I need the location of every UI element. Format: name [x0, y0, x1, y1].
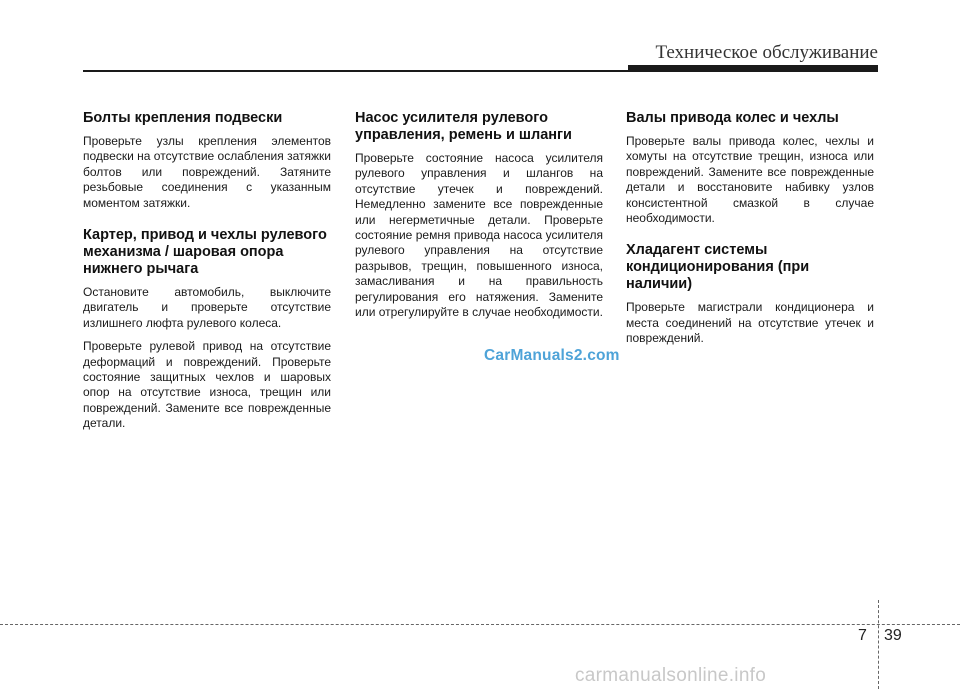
page-header-title: Техническое обслуживание [655, 42, 878, 63]
footer-section-number: 7 [858, 627, 867, 644]
section-text-power-steering: Проверьте состояние насоса усилителя рулевого управления и шлангов на отсутствие утечек и повреждений. Немедленно замените все поврежденные или негерметичные детали. Проверьте состояние ремня привода насоса усилителя рулевого управления на отсутствие разрывов, трещин, повышенного износа, замасливания и на правильность регулирования его натяжения. Замените или отрегулируйте в случае необходимости. [355, 151, 603, 320]
column-right [626, 110, 874, 355]
section-text-steering-gear-1: Остановите автомобиль, выключите двигатель и проверьте отсутствие излишнего люфта рулевого колеса. [83, 285, 331, 330]
footer-dashed-divider [878, 600, 879, 689]
section-heading-power-steering: Насос усилителя рулевого управления, ремень и шланги [355, 110, 572, 143]
footer-dashed-rule [0, 624, 960, 625]
section-heading-steering-gear: Картер, привод и чехлы рулевого механизма / шаровая опора нижнего рычага [83, 227, 327, 278]
section-text-drive-shafts: Проверьте валы привода колес, чехлы и хомуты на отсутствие трещин, износа или повреждений. Замените все поврежденные детали и восстановите набивку узлов консистентной смазкой в случае необходимости. [626, 134, 874, 226]
section-heading-ac-refrigerant: Хладагент системы кондиционирования (при наличии) [626, 242, 810, 293]
footer-page-number: 39 [884, 627, 902, 644]
section-text-steering-gear-2: Проверьте рулевой привод на отсутствие деформаций и повреждений. Проверьте состояние защитных чехлов и шаровых опор на отсутствие износа, трещин или повреждений. Замените все поврежденные детали. [83, 339, 331, 431]
section-heading-drive-shafts: Валы привода колес и чехлы [626, 110, 839, 126]
watermark-logo: CarManuals2.com [484, 347, 620, 364]
section-text-suspension-bolts: Проверьте узлы крепления элементов подвески на отсутствие ослабления затяжки болтов или повреждений. Затяните резьбовые соединения с указанным моментом затяжки. [83, 134, 331, 210]
column-left [83, 110, 331, 440]
header-rule-thin [83, 70, 628, 72]
column-middle [355, 110, 603, 328]
section-text-ac-refrigerant: Проверьте магистрали кондиционера и места соединений на отсутствие утечек и повреждений. [626, 300, 874, 346]
section-heading-suspension-bolts: Болты крепления подвески [83, 110, 283, 126]
header-rule-thick [628, 65, 878, 72]
footer-url-watermark: carmanualsonline.info [575, 665, 767, 686]
